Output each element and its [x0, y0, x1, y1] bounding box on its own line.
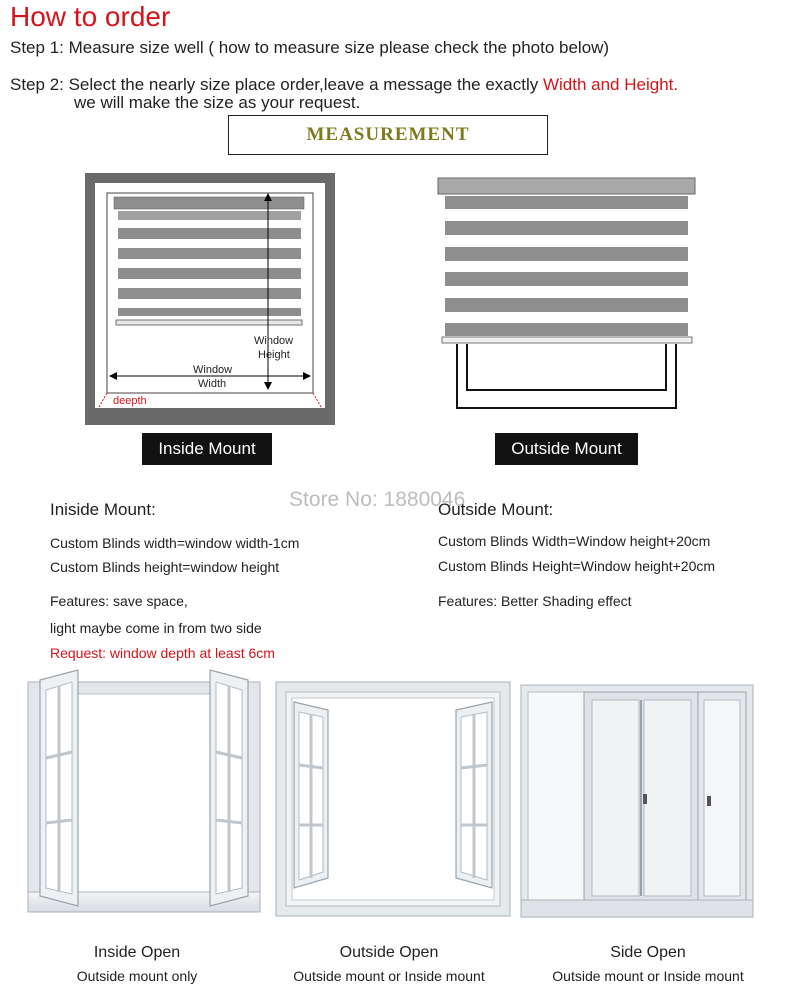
- inside-mount-diagram: [85, 173, 335, 425]
- inside-mount-label: Inside Mount: [142, 433, 272, 465]
- side-open-window-illustration: [520, 684, 754, 918]
- inside-request: [50, 644, 275, 662]
- store-watermark: Store No: 1880046: [289, 488, 466, 511]
- window-width-label-line-2: Width: [198, 378, 227, 390]
- page-title: How to order: [10, 1, 171, 32]
- outside-features-key: Features:: [438, 593, 498, 609]
- outside-features: [438, 592, 632, 610]
- inside-width-rule: Custom Blinds width=window width-1cm: [50, 535, 300, 551]
- window-inside-open-title: Inside Open: [93, 944, 181, 961]
- measurement-banner: [228, 115, 548, 155]
- outside-open-window-illustration: [274, 680, 512, 918]
- window-side-open-subtitle: Outside mount or Inside mount: [552, 968, 744, 984]
- outside-mount-diagram: [436, 176, 698, 412]
- window-outside-open-subtitle: Outside mount or Inside mount: [293, 968, 485, 984]
- outside-features-value: Better Shading effect: [497, 593, 632, 609]
- inside-features-line-2: light maybe come in from two side: [50, 620, 262, 636]
- outside-width-rule: Custom Blinds Width=Window height+20cm: [438, 533, 711, 549]
- window-inside-open-subtitle: Outside mount only: [76, 968, 198, 984]
- step-2-highlight: Width and Height.: [542, 75, 679, 94]
- outside-mount-label: Outside Mount: [495, 433, 638, 465]
- step-1-text: Step 1: Measure size well ( how to measure size please check the photo below): [10, 38, 610, 57]
- window-side-open-title: Side Open: [610, 944, 686, 961]
- inside-open-window-illustration: [26, 668, 262, 915]
- inside-features: [50, 592, 188, 610]
- window-height-label-line-2: Height: [258, 349, 290, 361]
- inside-features-value: save space,: [109, 593, 188, 609]
- inside-mount-heading: Iniside Mount:: [50, 500, 156, 519]
- step-2-prefix: Step 2: Select the nearly size place order,leave a message the exactly: [10, 75, 543, 94]
- inside-request-value: window depth at least 6cm: [106, 645, 275, 661]
- step-2-line-2: we will make the size as your request.: [74, 93, 361, 112]
- inside-request-key: Request:: [50, 645, 107, 661]
- outside-mount-heading: Outside Mount:: [438, 500, 554, 519]
- inside-features-key: Features:: [50, 593, 110, 609]
- outside-height-rule: Custom Blinds Height=Window height+20cm: [438, 558, 716, 574]
- inside-height-rule: Custom Blinds height=window height: [50, 559, 280, 575]
- measurement-label: MEASUREMENT: [306, 124, 470, 145]
- window-outside-open-title: Outside Open: [339, 944, 439, 961]
- window-height-label-line-1: Window: [254, 335, 294, 347]
- depth-label: deepth: [113, 395, 147, 407]
- window-width-label-line-1: Window: [193, 364, 233, 376]
- step-2-text: [10, 75, 678, 95]
